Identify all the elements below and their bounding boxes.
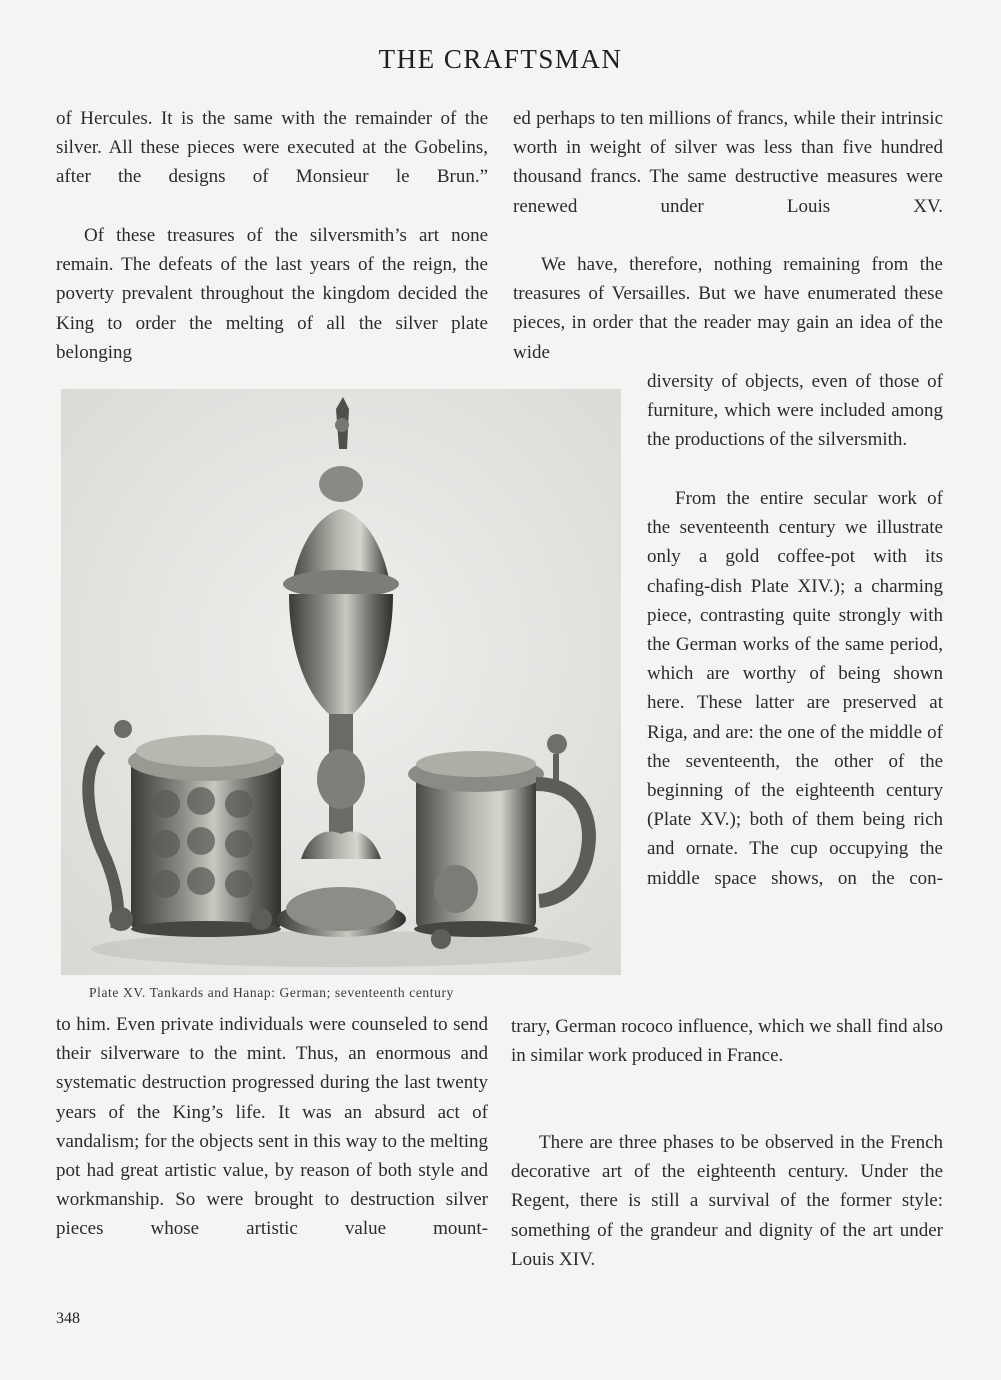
right-paragraph-3-side: From the entire secular work of the seventeenth century we illustrate only a gold coffee-pot with its chafing-dish Plate XIV.); a charming piece, contrasting quite strongly with the German works of the same period, which are worthy of being shown here. These latter are preserved at Riga, and are: the one of the middle of the seventeenth, the other of the beginning of the eighteenth century (Plate XV.); both of them being rich and ornate. The cup occupying the middle space shows, on the con- xyxy=(647,488,943,889)
left-continuation: to him. Even private individuals were counseled to send their silverware to the mint. Thus, an enormous and systematic destruction progressed during the last twenty years of the King’s life. It was an absurd act of vandalism; for the objects sent in this way to the melting pot had great artistic value, by reason of both style and workmanship. So were brought to destruction silver pieces whose artistic value mount- xyxy=(56,1014,488,1240)
tankards-and-hanap-illustration xyxy=(61,389,621,975)
right-paragraph-2-top: We have, therefore, nothing remaining from the treasures of Versailles. But we have enumerated these pieces, in order that the reader may gain an idea of the wide xyxy=(513,254,943,363)
left-paragraph-2: Of these treasures of the silversmith’s art none remain. The defeats of the last years of the reign, the poverty prevalent throughout the kingdom decided the King to order the melting of all the silver plate belonging xyxy=(56,225,488,363)
right-paragraph-2-side: diversity of objects, even of those of furniture, which were included among the productions of the silversmith. xyxy=(647,371,943,451)
running-head: THE CRAFTSMAN xyxy=(378,44,623,74)
plate-xv-photograph xyxy=(61,389,621,975)
figure-caption: Plate XV. Tankards and Hanap: German; seventeenth century xyxy=(89,985,454,1000)
right-paragraph-3-bottom: trary, German rococo influence, which we shall find also in similar work produced in France. xyxy=(511,1016,943,1067)
right-paragraph-4: There are three phases to be observed in the French decorative art of the eighteenth century. Under the Regent, there is still a survival of the former style: something of the grandeur and dignity of the art under Louis XIV. xyxy=(511,1132,943,1270)
left-paragraph-1: of Hercules. It is the same with the remainder of the silver. All these pieces were executed at the Gobelins, after the designs of Monsieur le Brun.” xyxy=(56,108,488,188)
page-number: 348 xyxy=(56,1310,80,1327)
right-paragraph-1: ed perhaps to ten millions of francs, while their intrinsic worth in weight of silver was less than five hundred thousand francs. The same destructive measures were renewed under Louis XV. xyxy=(513,108,943,217)
